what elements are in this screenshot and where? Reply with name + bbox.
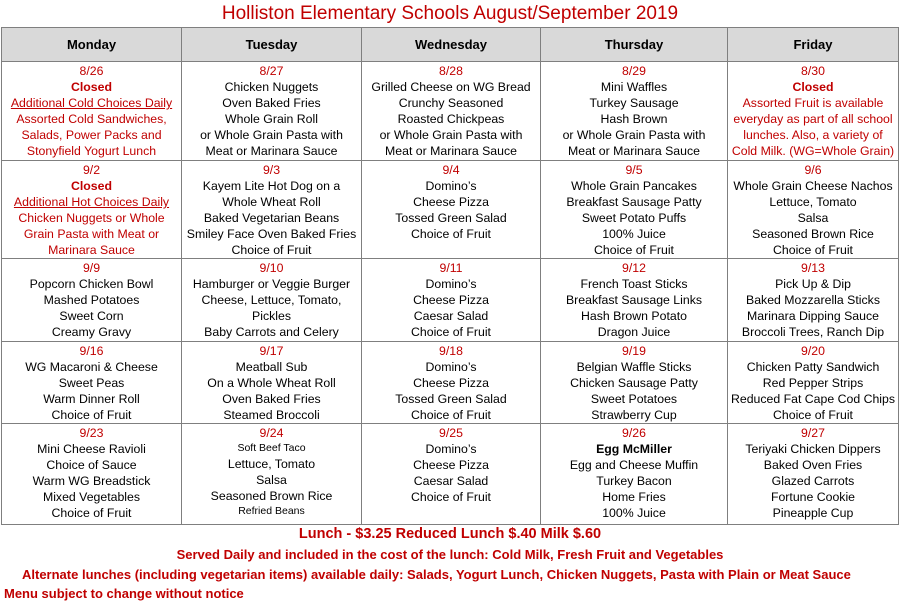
menu-item: Grilled Cheese on WG Bread [371, 80, 531, 94]
day-cell [2, 161, 182, 259]
menu-item: Warm Dinner Roll [43, 392, 140, 406]
day-cell [362, 342, 541, 424]
day-date: 9/17 [259, 344, 284, 358]
week-row [2, 424, 899, 525]
menu-item: everyday as part of all school [733, 112, 893, 126]
menu-item: Choice of Fruit [411, 490, 491, 504]
day-date: 9/26 [622, 426, 646, 440]
menu-item: Stonyfield Yogurt Lunch [26, 144, 157, 158]
menu-item: Breakfast Sausage Links [565, 293, 703, 307]
day-date: 8/26 [79, 64, 104, 78]
day-cell [541, 342, 728, 424]
menu-item: Pineapple Cup [772, 506, 854, 520]
menu-item: Pickles [252, 309, 291, 323]
menu-item: Caesar Salad [413, 474, 489, 488]
menu-item: Hash Brown Potato [581, 309, 687, 323]
menu-item: Pick Up & Dip [775, 277, 851, 291]
menu-item: Baby Carrots and Celery [204, 325, 339, 339]
weekday-header: Wednesday [362, 28, 541, 62]
day-date: 9/9 [82, 261, 101, 275]
menu-item: Seasoned Brown Rice [210, 489, 333, 503]
day-date: 9/4 [442, 163, 460, 177]
menu-item: Additional Hot Choices Daily [13, 195, 170, 209]
menu-item: Whole Grain Pancakes [571, 179, 697, 193]
week-row [2, 62, 899, 161]
day-date: 9/16 [79, 344, 104, 358]
day-date: 9/10 [259, 261, 284, 275]
menu-item: Sweet Potato Puffs [581, 211, 687, 225]
menu-item: Reduced Fat Cape Cod Chips [730, 392, 896, 406]
day-cell [541, 259, 728, 342]
menu-item: Choice of Sauce [46, 458, 137, 472]
menu-item: Mixed Vegetables [42, 490, 141, 504]
menu-item: French Toast Sticks [580, 277, 688, 291]
day-date: 8/30 [801, 64, 825, 78]
menu-item: or Whole Grain Pasta with [379, 128, 523, 142]
menu-change-notice: Menu subject to change without notice [4, 586, 244, 601]
week-row [2, 161, 899, 259]
menu-item: Tossed Green Salad [395, 392, 507, 406]
day-date: 9/6 [804, 163, 822, 177]
menu-item: Choice of Fruit [51, 408, 132, 422]
menu-item: Assorted Cold Sandwiches, [16, 112, 167, 126]
menu-item: 100% Juice [602, 227, 666, 241]
weekday-header: Friday [728, 28, 899, 62]
menu-item: Broccoli Trees, Ranch Dip [741, 325, 885, 339]
menu-item: Kayem Lite Hot Dog on a [202, 179, 341, 193]
weekday-header: Tuesday [182, 28, 362, 62]
menu-item: Domino’s [425, 360, 477, 374]
menu-item: Fortune Cookie [770, 490, 856, 504]
menu-item: Roasted Chickpeas [397, 112, 505, 126]
menu-item: Meatball Sub [235, 360, 308, 374]
menu-item: Glazed Carrots [771, 474, 855, 488]
menu-item: Domino’s [425, 277, 477, 291]
day-cell [728, 259, 899, 342]
menu-item: Cheese Pizza [413, 293, 489, 307]
menu-item: Closed [792, 80, 834, 94]
menu-item: Popcorn Chicken Bowl [29, 277, 154, 291]
menu-item: Chicken Nuggets [224, 80, 319, 94]
menu-item: Cheese Pizza [413, 376, 489, 390]
day-cell [182, 161, 362, 259]
menu-item: Chicken Sausage Patty [570, 376, 698, 390]
menu-item: Chicken Patty Sandwich [746, 360, 880, 374]
day-date: 9/25 [439, 426, 463, 440]
day-date: 8/27 [259, 64, 284, 78]
menu-item: Egg McMiller [596, 442, 672, 456]
menu-item: Breakfast Sausage Patty [566, 195, 702, 209]
menu-item: Dragon Juice [597, 325, 671, 339]
menu-item: Hamburger or Veggie Burger [192, 277, 351, 291]
day-date: 9/11 [439, 261, 463, 275]
menu-item: Whole Grain Roll [225, 112, 318, 126]
menu-item: Tossed Green Salad [395, 211, 507, 225]
menu-item: Belgian Waffle Sticks [576, 360, 692, 374]
menu-item: Baked Mozzarella Sticks [746, 293, 880, 307]
day-cell [2, 342, 182, 424]
menu-item: Meat or Marinara Sauce [385, 144, 517, 158]
day-cell [2, 424, 182, 525]
menu-item: Assorted Fruit is available [742, 96, 884, 110]
menu-item: Oven Baked Fries [222, 392, 321, 406]
menu-item: Home Fries [602, 490, 666, 504]
menu-item: Mini Cheese Ravioli [37, 442, 146, 456]
day-date: 9/23 [79, 426, 104, 440]
menu-item: Meat or Marinara Sauce [205, 144, 338, 158]
menu-item: Grain Pasta with Meat or [23, 227, 160, 241]
day-cell [362, 259, 541, 342]
menu-calendar-table [1, 27, 899, 525]
menu-item: Choice of Fruit [231, 243, 312, 257]
menu-item: Seasoned Brown Rice [752, 227, 874, 241]
day-cell [541, 424, 728, 525]
menu-item: Marinara Sauce [48, 243, 135, 257]
menu-item: lunches. Also, a variety of [743, 128, 883, 142]
menu-item: Strawberry Cup [591, 408, 677, 422]
menu-item: Additional Cold Choices Daily [10, 96, 173, 110]
day-date: 9/13 [801, 261, 825, 275]
day-cell [541, 161, 728, 259]
menu-item: Turkey Bacon [596, 474, 672, 488]
price-line: Lunch - $3.25 Reduced Lunch $.40 Milk $.60 [298, 526, 602, 542]
menu-item: Egg and Cheese Muffin [569, 458, 699, 472]
menu-item: Refried Beans [238, 505, 305, 517]
menu-item: Sweet Potatoes [590, 392, 678, 406]
day-cell [182, 424, 362, 525]
menu-item: Salsa [797, 211, 829, 225]
menu-item: or Whole Grain Pasta with [562, 128, 706, 142]
day-date: 9/20 [801, 344, 825, 358]
menu-item: Domino’s [425, 179, 477, 193]
day-date: 9/19 [622, 344, 646, 358]
day-cell [362, 62, 541, 161]
day-cell [182, 259, 362, 342]
week-row [2, 259, 899, 342]
menu-item: Baked Oven Fries [763, 458, 863, 472]
day-date: 8/29 [622, 64, 646, 78]
menu-item: Whole Grain Cheese Nachos [733, 179, 893, 193]
menu-item: Red Pepper Strips [762, 376, 864, 390]
menu-item: Cheese Pizza [413, 458, 489, 472]
menu-item: Baked Vegetarian Beans [203, 211, 340, 225]
menu-item: Cold Milk. (WG=Whole Grain) [731, 144, 895, 158]
menu-item: Crunchy Seasoned [398, 96, 504, 110]
day-cell [182, 342, 362, 424]
menu-item: Salads, Power Packs and [21, 128, 162, 142]
menu-item: Marinara Dipping Sauce [747, 309, 879, 323]
menu-item: Caesar Salad [413, 309, 489, 323]
day-cell [541, 62, 728, 161]
menu-item: Warm WG Breadstick [32, 474, 151, 488]
menu-item: Sweet Corn [59, 309, 124, 323]
day-date: 9/12 [622, 261, 646, 275]
menu-item: WG Macaroni & Cheese [25, 360, 158, 374]
day-cell [2, 62, 182, 161]
menu-item: Choice of Fruit [411, 325, 491, 339]
menu-item: Choice of Fruit [594, 243, 674, 257]
menu-item: 100% Juice [602, 506, 666, 520]
day-date: 9/24 [259, 426, 284, 440]
menu-item: Soft Beef Taco [237, 442, 306, 454]
menu-item: Turkey Sausage [589, 96, 679, 110]
day-cell [728, 342, 899, 424]
week-row [2, 342, 899, 424]
menu-item: Whole Wheat Roll [222, 195, 321, 209]
menu-item: Oven Baked Fries [222, 96, 321, 110]
menu-item: Mashed Potatoes [43, 293, 140, 307]
menu-item: Chicken Nuggets or Whole [18, 211, 165, 225]
menu-item: Choice of Fruit [51, 506, 132, 520]
day-cell [728, 161, 899, 259]
day-date: 9/2 [82, 163, 101, 177]
alternate-lunches-note: Alternate lunches (including vegetarian items) available daily: Salads, Yogurt Lunch, Chicken Nuggets, Pasta with Plain or Meat Sauce [22, 567, 851, 582]
menu-item: or Whole Grain Pasta with [200, 128, 343, 142]
menu-item: Cheese Pizza [413, 195, 489, 209]
day-cell [362, 161, 541, 259]
menu-item: Lettuce, Tomato [227, 457, 316, 471]
menu-item: Steamed Broccoli [223, 408, 320, 422]
menu-item: Hash Brown [600, 112, 668, 126]
menu-item: Mini Waffles [600, 80, 668, 94]
weekday-header: Monday [2, 28, 182, 62]
day-date: 9/27 [801, 426, 825, 440]
day-cell [2, 259, 182, 342]
menu-item: Choice of Fruit [411, 408, 491, 422]
day-date: 9/3 [262, 163, 281, 177]
day-cell [362, 424, 541, 525]
day-date: 9/18 [439, 344, 463, 358]
day-cell [728, 424, 899, 525]
day-date: 8/28 [439, 64, 463, 78]
menu-item: Creamy Gravy [51, 325, 132, 339]
menu-item: Meat or Marinara Sauce [568, 144, 700, 158]
menu-item: Choice of Fruit [773, 243, 853, 257]
menu-item: Choice of Fruit [411, 227, 491, 241]
menu-item: Closed [71, 80, 112, 94]
menu-item: Cheese, Lettuce, Tomato, [201, 293, 342, 307]
menu-item: Domino’s [425, 442, 477, 456]
served-daily-note: Served Daily and included in the cost of the lunch: Cold Milk, Fresh Fruit and Vegetables [176, 547, 724, 562]
day-cell [728, 62, 899, 161]
menu-item: Salsa [256, 473, 287, 487]
menu-item: Sweet Peas [58, 376, 125, 390]
weekday-header: Thursday [541, 28, 728, 62]
menu-item: Lettuce, Tomato [769, 195, 857, 209]
menu-item: Smiley Face Oven Baked Fries [186, 227, 357, 241]
day-date: 9/5 [625, 163, 643, 177]
page-title: Holliston Elementary Schools August/September 2019 [221, 3, 679, 24]
menu-item: On a Whole Wheat Roll [207, 376, 336, 390]
menu-item: Choice of Fruit [773, 408, 853, 422]
menu-item: Closed [71, 179, 112, 193]
menu-item: Teriyaki Chicken Dippers [745, 442, 881, 456]
weekday-header-row [2, 28, 899, 62]
day-cell [182, 62, 362, 161]
